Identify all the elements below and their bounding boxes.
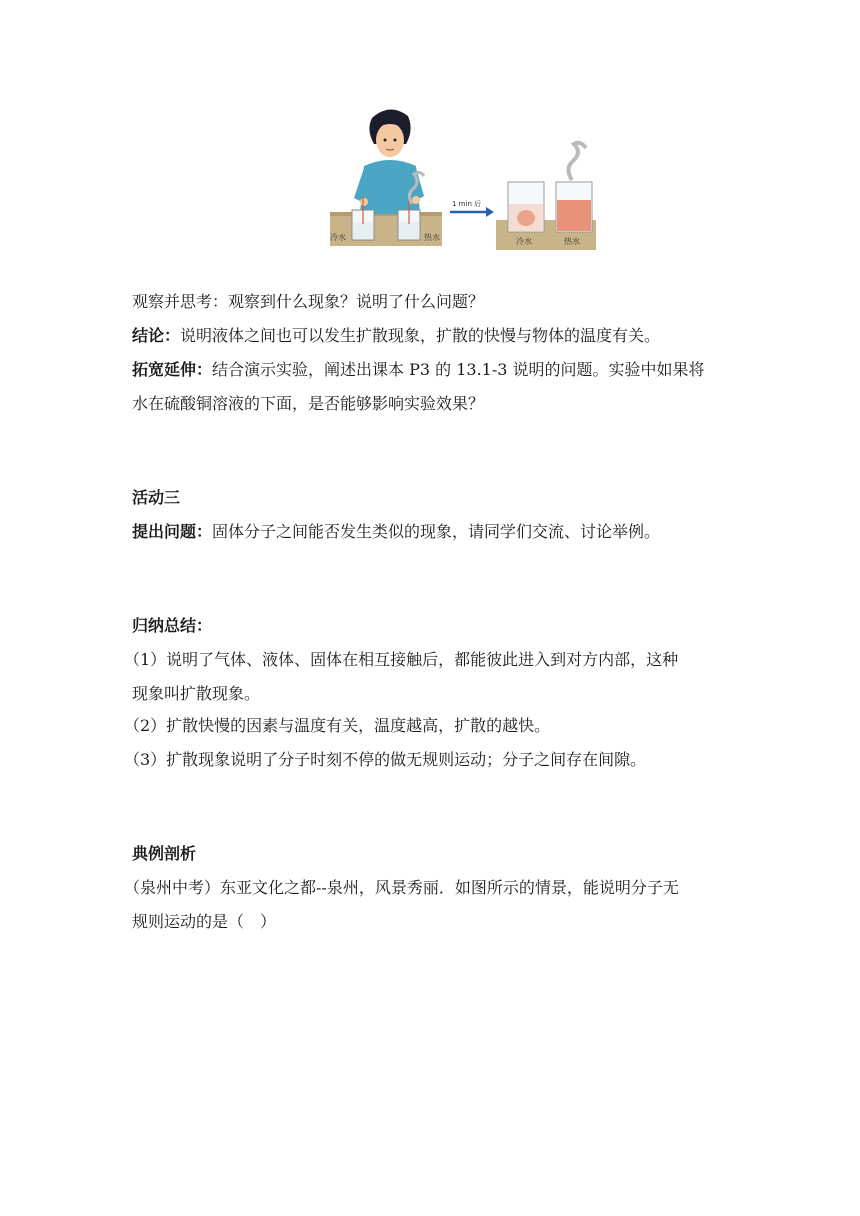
conclusion-line — [132, 326, 742, 346]
question-text: 固体分子之间能否发生类似的现象，请同学们交流、讨论举例。 — [212, 522, 661, 541]
summary-item-1-line-1: （1）说明了气体、液体、固体在相互接触后，都能彼此进入到对方内部，这种 — [124, 650, 679, 669]
cold-water-beaker-after — [508, 182, 544, 232]
student-illustration — [354, 109, 424, 214]
conclusion-text: 说明液体之间也可以发生扩散现象，扩散的快慢与物体的温度有关。 — [180, 326, 661, 345]
right-cold-water-label: 冷水 — [516, 237, 532, 246]
summary-title: 归纳总结： — [132, 616, 213, 635]
example-title: 典例剖析 — [132, 844, 197, 863]
time-arrow — [450, 199, 494, 217]
hot-water-beaker-after — [556, 143, 592, 232]
extension-text-1: 结合演示实验，阐述出课本 P3 的 13.1-3 说明的问题。实验中如果将 — [212, 360, 705, 379]
summary-item-3: （3）扩散现象说明了分子时刻不停的做无规则运动；分子之间存在间隙。 — [124, 750, 647, 769]
activity3-title: 活动三 — [132, 488, 181, 507]
extension-line-2: 水在硫酸铜溶液的下面，是否能够影响实验效果？ — [132, 394, 485, 413]
left-cold-water-label: 冷水 — [330, 233, 346, 242]
observe-question: 观察并思考：观察到什么现象？说明了什么问题？ — [132, 292, 485, 311]
question-line — [132, 522, 742, 542]
example-question-line-1: （泉州中考）东亚文化之都--泉州，风景秀丽．如图所示的情景，能说明分子无 — [124, 878, 679, 897]
summary-item-2: （2）扩散快慢的因素与温度有关，温度越高，扩散的越快。 — [124, 716, 551, 735]
extension-line-1 — [132, 360, 742, 380]
summary-item-1-line-2: 现象叫扩散现象。 — [132, 684, 261, 703]
arrow-label: 1 min 后 — [452, 200, 482, 208]
left-hot-water-label: 热水 — [424, 233, 440, 242]
question-label: 提出问题： — [132, 522, 213, 541]
extension-label: 拓宽延伸： — [132, 360, 213, 379]
conclusion-label: 结论： — [132, 326, 181, 345]
diffusion-experiment-figure — [320, 100, 600, 252]
right-hot-water-label: 热水 — [564, 237, 580, 246]
example-question-line-2: 规则运动的是（ ） — [132, 912, 277, 931]
